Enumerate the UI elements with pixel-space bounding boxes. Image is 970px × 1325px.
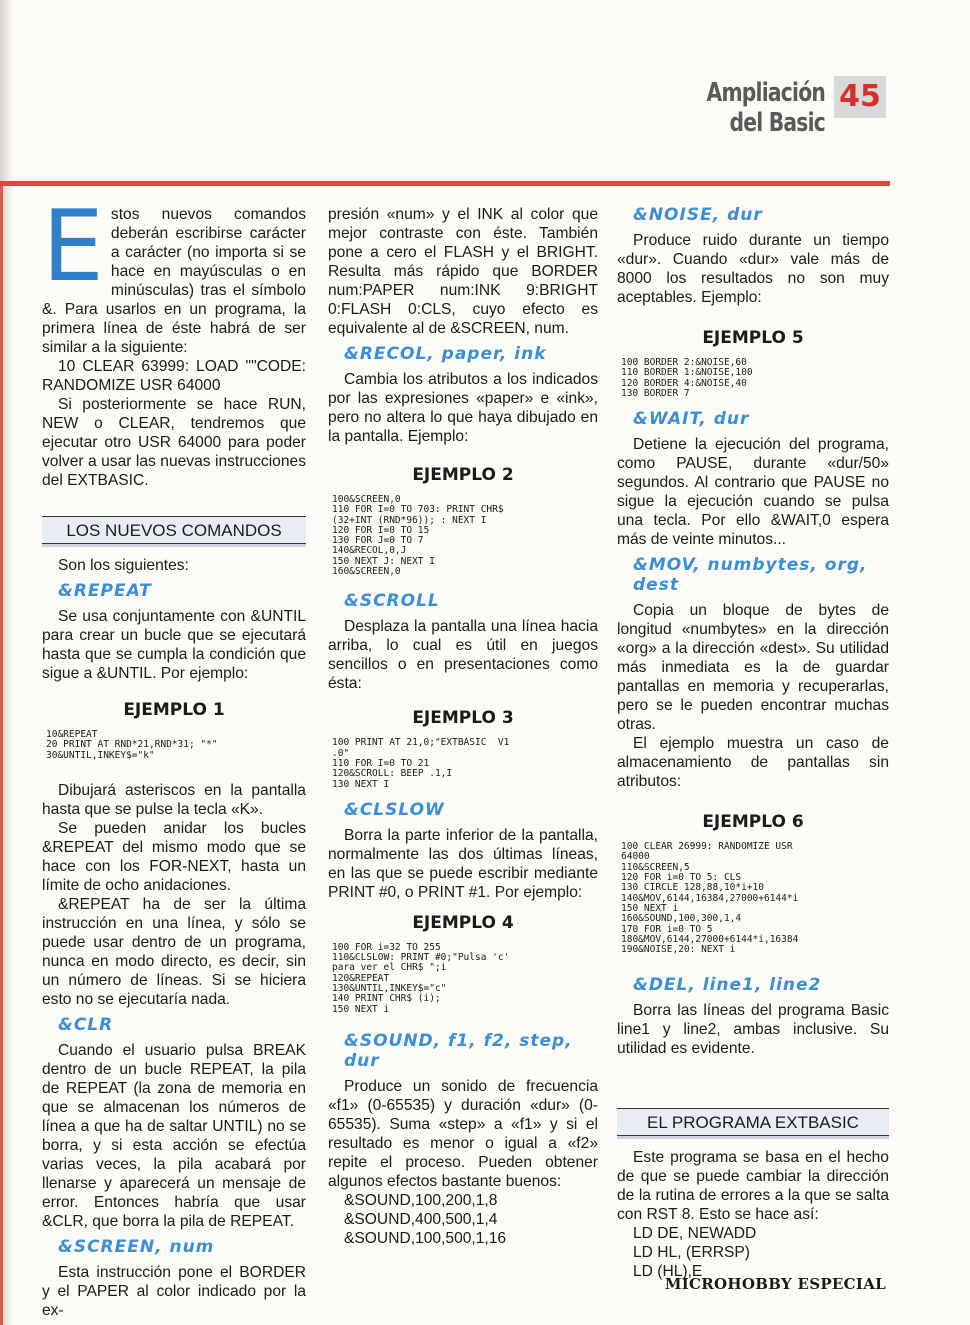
example-6-code: 100 CLEAR 26999: RANDOMIZE USR 64000 110&SCREEN,5 120 FOR i=0 TO 5: CLS 130 CIRCLE 128,88,10*i+10 140&MOV,6144,16384,27000+6144*i 150 NEXT i 160&SOUND,100,300,1,4 170 FOR i=0 TO 5 180&MOV,6144,27000+6144*i,16384 190&NOISE,20: NEXT i: [621, 841, 799, 956]
top-rule: [0, 181, 890, 186]
example-2-title: EJEMPLO 2: [412, 465, 514, 485]
example-4-code: 100 FOR i=32 TO 255 110&CLSLOW: PRINT #0;"Pulsa 'c' para ver el CHR$ ";i 120&REPEAT 130&UNTIL,INKEY$="c" 140 PRINT CHR$ (i); 150 NEXT i: [332, 941, 510, 1015]
example-6-title: EJEMPLO 6: [702, 812, 804, 833]
example-1-code: 10&REPEAT 20 PRINT AT RND*21,RND*31; "*" 30&UNTIL,INKEY$="k": [46, 729, 218, 761]
example-3-code: 100 PRINT AT 21,0;"EXTBASIC V1 .0" 110 FOR I=0 TO 21 120&SCROLL: BEEP .1,I 130 NEXT I: [332, 737, 510, 790]
mov-paragraph-2: El ejemplo muestra un caso de almacenamiento de pantallas sin atributos:: [617, 735, 889, 791]
clslow-paragraph: Borra la parte inferior de la pantalla, normalmente las dos últimas líneas, en las que se puede escribir mediante PRINT #0, o PRINT #1. Por ejemplo:: [328, 826, 598, 901]
after1-paragraph-c: &REPEAT ha de ser la última instrucción en una línea, y sólo se puede usar dentro de un programa, nunca en modo directo, es decir, sin un número de líneas. Si se hiciera esto no se ejecutaría nada.: [42, 895, 306, 1008]
cmd-heading-screen: &SCREEN, num: [58, 1236, 215, 1257]
son-text: Son los siguientes:: [58, 557, 189, 574]
example-3-title: EJEMPLO 3: [412, 708, 514, 729]
clr-paragraph: Cuando el usuario pulsa BREAK dentro de un bucle REPEAT, la pila de REPEAT (la zona de memoria en que se almacenan los números de línea a que ha de saltar UNTIL) no se borra, y si esta acción se efectúa varias veces, la pila acabará por llenarse y aparecerá un mensaje de error. Entonces habría que usar &CLR, que borra la pila de REPEAT.: [42, 1041, 306, 1230]
scroll-paragraph: Desplaza la pantalla una línea hacia arriba, lo cual es útil en juegos sencillos o en presentaciones como ésta:: [328, 618, 598, 693]
asm-line-2: LD HL, (ERRSP): [633, 1244, 750, 1262]
cmd-heading-clslow: &CLSLOW: [344, 799, 445, 820]
asm-line-1: LD DE, NEWADD: [633, 1225, 757, 1243]
sound-example-3: &SOUND,100,500,1,16: [344, 1229, 507, 1247]
repeat-paragraph: Se usa conjuntamente con &UNTIL para crear un bucle que se ejecutará hasta que se cumpla la condición que sigue a &UNTIL. Por ejemplo:: [42, 608, 306, 682]
cmd-heading-del: &DEL, line1, line2: [633, 975, 822, 996]
wait-paragraph: Detiene la ejecución del programa, como PAUSE, durante «dur/50» segundos. Al contrario que PAUSE no sigue la ejecución cuando se pulsa una tecla. Por ello &WAIT,0 espera más de veinte minutos...: [617, 436, 889, 549]
screen-paragraph: Esta instrucción pone el BORDER y el PAPER al color indicado por la ex-: [42, 1263, 306, 1319]
run-paragraph: Si posteriormente se hace RUN, NEW o CLEAR, tendremos que ejecutar otro USR 64000 para poder volver a usar las nuevas instrucciones del EXTBASIC.: [42, 396, 306, 489]
cmd-heading-clr: &CLR: [58, 1014, 114, 1035]
del-paragraph: Borra las líneas del programa Basic line1 y line2, ambas inclusive. Su utilidad es evidente.: [617, 1002, 889, 1058]
cmd-heading-wait: &WAIT, dur: [633, 409, 750, 430]
cmd-heading-scroll: &SCROLL: [344, 591, 440, 612]
magazine-footer: MICROHOBBY ESPECIAL: [664, 1275, 886, 1293]
example-4-title: EJEMPLO 4: [412, 912, 514, 933]
after1-paragraph-b: Se pueden anidar los bucles &REPEAT del mismo modo que se hace con los FOR-NEXT, hasta un límite de ocho anidaciones.: [42, 819, 306, 894]
cmd-heading-noise: &NOISE, dur: [633, 205, 763, 225]
example-1-title: EJEMPLO 1: [123, 700, 225, 720]
cmd-heading-repeat: &REPEAT: [58, 581, 152, 601]
cmd-heading-mov: &MOV, numbytes, org, dest: [633, 555, 868, 596]
intro-paragraph: [42, 190, 306, 357]
example-5-title: EJEMPLO 5: [702, 328, 804, 348]
column-1: [42, 190, 306, 1320]
sound-example-1: &SOUND,100,200,1,8: [344, 1191, 498, 1209]
section-header-title: Ampliación del Basic: [706, 78, 825, 138]
programa-paragraph: Este programa se basa en el hecho de que se puede cambiar la dirección de la rutina de errores a la que se salta con RST 8. Esto se hace así:: [617, 1149, 889, 1224]
example-2-code: 100&SCREEN,0 110 FOR I=0 TO 703: PRINT CHR$ (32+INT (RND*96)); : NEXT I 120 FOR I=0 TO 15 130 FOR J=0 TO 7 140&RECOL,0,J 150 NEXT J: NEXT I 160&SCREEN,0: [332, 494, 504, 578]
page-number: 45: [834, 76, 886, 118]
sound-paragraph: Produce un sonido de frecuencia «f1» (0-65535) y duración «dur» (0-65535). Suma «step» a «f1» y si el resultado es menor o igual a «f2» repite el proceso. Pueden obtener algunos efectos bastante buenos:: [328, 1077, 598, 1190]
column-2: [328, 205, 598, 1248]
cmd-heading-recol: &RECOL, paper, ink: [344, 344, 547, 364]
sound-example-2: &SOUND,400,500,1,4: [344, 1210, 498, 1228]
side-rule: [0, 186, 3, 1325]
after1-paragraph-a: Dibujará asteriscos en la pantalla hasta que se pulse la tecla «K».: [42, 781, 306, 818]
cmd-heading-sound: &SOUND, f1, f2, step, dur: [344, 1030, 573, 1071]
section-heading-programa-extbasic: EL PROGRAMA EXTBASIC: [617, 1108, 889, 1136]
screen-continued-paragraph: presión «num» y el INK al color que mejor contraste con éste. También pone a cero el FLASH y el BRIGHT. Resulta más rápido que BORDER num:PAPER num:INK 9:BRIGHT 0:FLASH 0:CLS, cuyo efecto es equivalente al de &SCREEN, num.: [328, 206, 598, 337]
asm-line-3: LD (HL),E: [633, 1263, 703, 1281]
example-5-code: 100 BORDER 2:&NOISE,60 110 BORDER 1:&NOISE,100 120 BORDER 4:&NOISE,40 130 BORDER 7: [621, 357, 753, 399]
column-3: [617, 205, 889, 1281]
mov-paragraph: Copia un bloque de bytes de longitud «numbytes» en la dirección «org» a la dirección «dest». Su utilidad más inmediata es la de guardar pantallas en memoria y recuperarlas, pero se le pueden encontrar muchas otras.: [617, 602, 889, 734]
recol-paragraph: Cambia los atributos a los indicados por las expresiones «paper» e «ink», pero no altera lo que haya dibujado en la pantalla. Ejemplo:: [328, 371, 598, 445]
intro-text: stos nuevos comandos deberán escribirse carácter a carácter (no importa si se hace en mayúsculas o en minúsculas) tras el símbolo &. Para usarlos en un programa, la primera línea de éste habrá de ser similar a la siguiente:: [42, 206, 306, 356]
clear-line: 10 CLEAR 63999: LOAD ""CODE: RANDOMIZE USR 64000: [42, 358, 306, 394]
noise-paragraph: Produce ruido durante un tiempo «dur». Cuando «dur» vale más de 8000 los resultados no son muy aceptables. Ejemplo:: [617, 232, 889, 306]
section-heading-nuevos-comandos: LOS NUEVOS COMANDOS: [42, 516, 306, 544]
drop-cap: E: [42, 190, 104, 304]
